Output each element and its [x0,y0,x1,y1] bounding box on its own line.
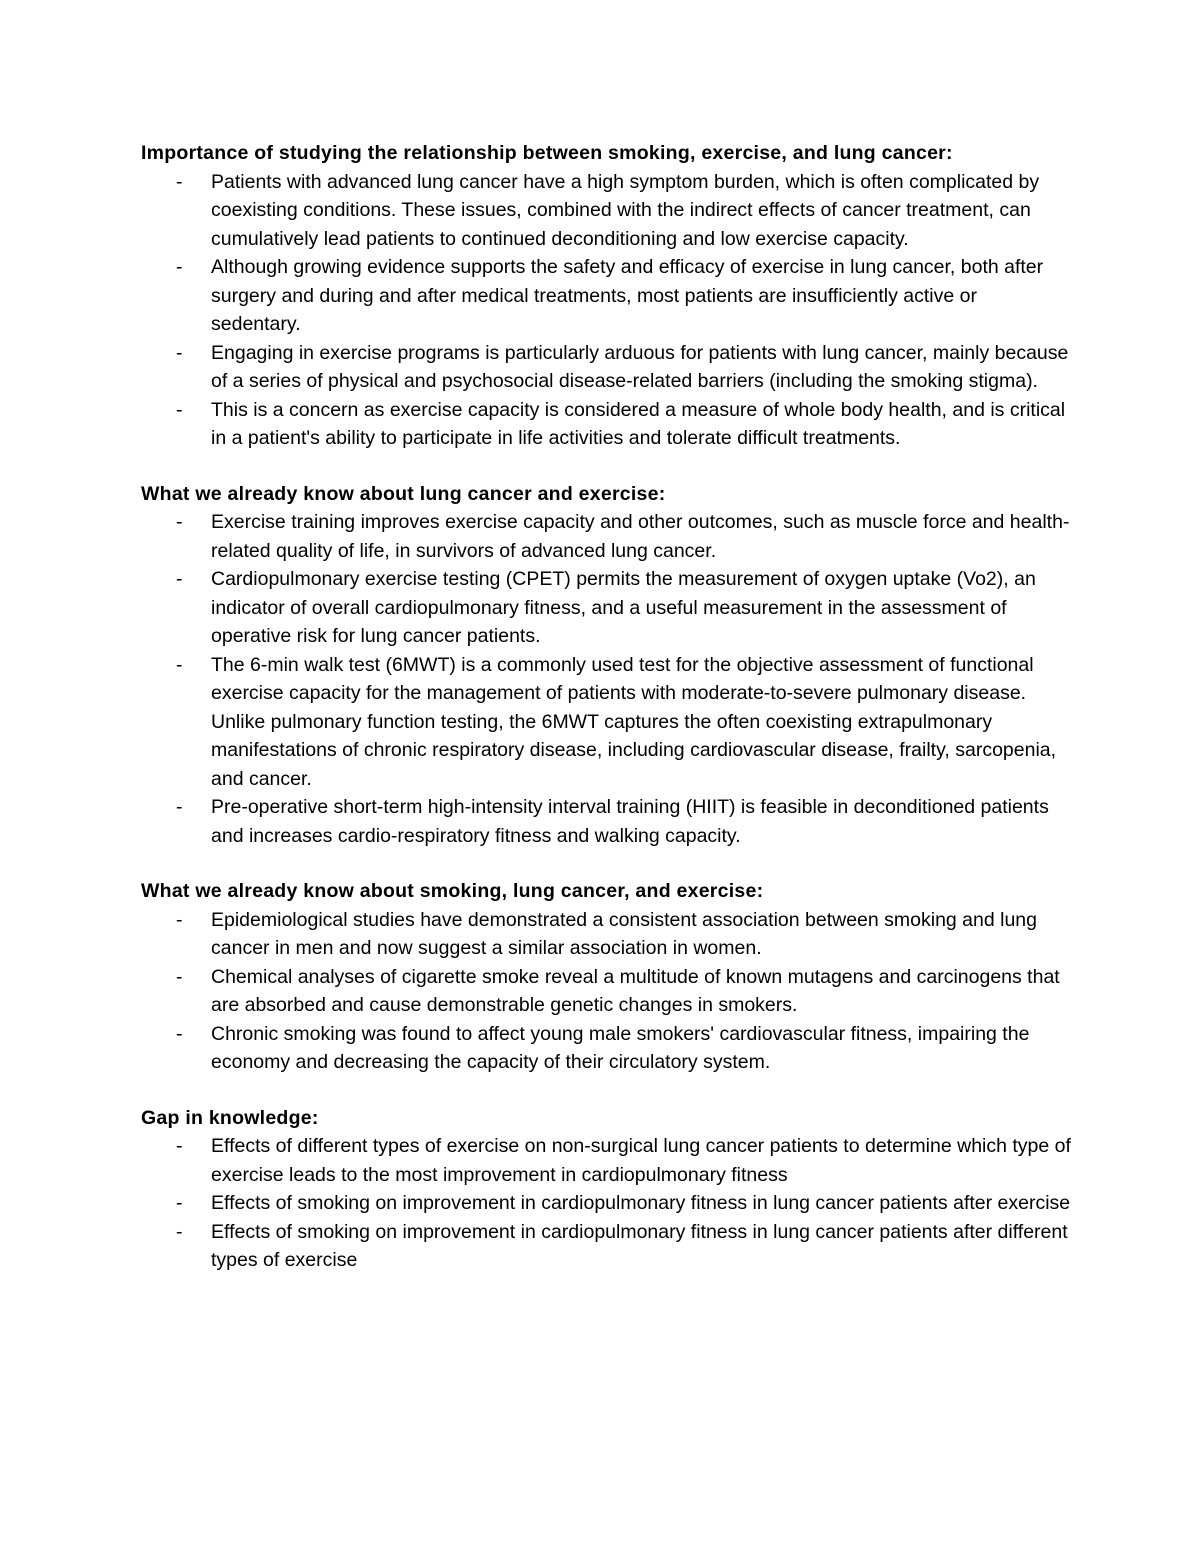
bullet-list [141,1132,1071,1275]
section-smoking-lung-cancer-exercise [141,877,1071,1077]
bullet-dash: - [176,908,183,931]
list-item [141,1189,1071,1218]
list-item [141,1132,1071,1189]
section-heading: Gap in knowledge: [141,1106,319,1129]
section-heading: What we already know about lung cancer and exercise: [141,482,666,505]
list-item-text: Although growing evidence supports the safety and efficacy of exercise in lung cancer, both after surgery and during and after medical treatments, most patients are insufficiently active or sedentary. [211,256,1044,335]
list-item [141,651,1071,794]
list-item [141,168,1071,254]
list-item-text: Patients with advanced lung cancer have a high symptom burden, which is often complicated by coexisting conditions. These issues, combined with the indirect effects of cancer treatment, can cumulatively lead patients to continued deconditioning and low exercise capacity. [211,170,1040,250]
bullet-dash: - [176,398,183,421]
list-item-text: Effects of smoking on improvement in cardiopulmonary fitness in lung cancer patients after exercise [211,1192,1071,1214]
list-item-text: Effects of smoking on improvement in cardiopulmonary fitness in lung cancer patients after different types of exercise [211,1220,1068,1271]
section-heading: What we already know about smoking, lung cancer, and exercise: [141,880,764,902]
list-item [141,396,1071,453]
list-item [141,1218,1071,1275]
list-item-text: Cardiopulmonary exercise testing (CPET) permits the measurement of oxygen uptake (Vo2), an indicator of overall cardiopulmonary fitness, and a useful measurement in the assessment of operative risk for lung cancer patients. [211,568,1036,647]
bullet-list [141,508,1071,850]
document-page [141,139,1071,1302]
bullet-dash: - [176,341,183,364]
bullet-dash: - [176,1022,183,1045]
bullet-dash: - [176,256,183,278]
bullet-dash: - [176,1135,183,1157]
list-item [141,565,1071,651]
bullet-list [141,906,1071,1077]
bullet-dash: - [176,965,183,988]
list-item-text: This is a concern as exercise capacity is considered a measure of whole body health, and is critical in a patient's ability to participate in life activities and tolerate difficult treatments. [211,398,1066,449]
list-item [141,253,1071,339]
list-item-text: The 6-min walk test (6MWT) is a commonly used test for the objective assessment of functional exercise capacity for the management of patients with moderate-to-severe pulmonary disease. Unlike pulmonary function testing, the 6MWT captures the often coexisting extrapulmonary manifestations of chronic respiratory disease, including cardiovascular disease, frailty, sarcopenia, and cancer. [211,653,1057,790]
list-item [141,508,1071,565]
section-importance [141,139,1071,453]
list-item [141,906,1071,963]
bullet-dash: - [176,1192,183,1214]
list-item-text: Engaging in exercise programs is particularly arduous for patients with lung cancer, mainly because of a series of physical and psychosocial disease-related barriers (including the smoking stigma). [211,341,1069,392]
section-lung-cancer-exercise [141,480,1071,851]
section-heading: Importance of studying the relationship between smoking, exercise, and lung cancer: [141,142,953,164]
bullet-dash: - [176,1220,183,1243]
bullet-dash: - [176,653,183,676]
list-item-text: Effects of different types of exercise on non-surgical lung cancer patients to determine which type of exercise leads to the most improvement in cardiopulmonary fitness [211,1135,1071,1186]
list-item [141,1020,1071,1077]
section-gap-in-knowledge [141,1104,1071,1275]
list-item-text: Epidemiological studies have demonstrated a consistent association between smoking and lung cancer in men and now suggest a similar association in women. [211,908,1037,959]
bullet-list [141,168,1071,453]
list-item [141,963,1071,1020]
list-item-text: Exercise training improves exercise capacity and other outcomes, such as muscle force and health-related quality of life, in survivors of advanced lung cancer. [211,511,1070,562]
bullet-dash: - [176,796,183,818]
list-item [141,339,1071,396]
bullet-dash: - [176,170,183,193]
bullet-dash: - [176,511,183,533]
list-item [141,793,1071,850]
bullet-dash: - [176,568,183,590]
list-item-text: Chemical analyses of cigarette smoke reveal a multitude of known mutagens and carcinogens that are absorbed and cause demonstrable genetic changes in smokers. [211,965,1060,1016]
list-item-text: Chronic smoking was found to affect young male smokers' cardiovascular fitness, impairing the economy and decreasing the capacity of their circulatory system. [211,1022,1030,1073]
list-item-text: Pre-operative short-term high-intensity interval training (HIIT) is feasible in deconditioned patients and increases cardio-respiratory fitness and walking capacity. [211,796,1049,847]
